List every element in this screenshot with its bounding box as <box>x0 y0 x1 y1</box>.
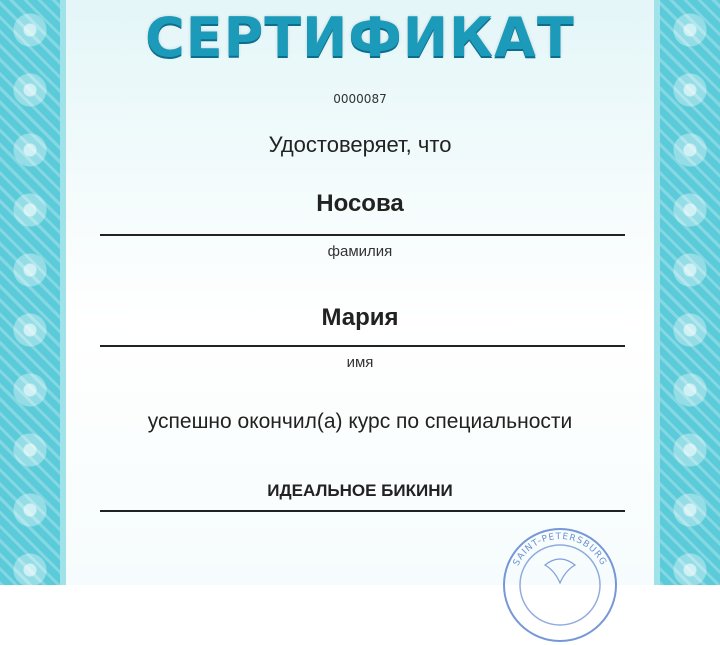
completed-course-text: успешно окончил(а) курс по специальности <box>147 410 573 433</box>
first-name-caption: имя <box>346 354 374 371</box>
surname-caption: фамилия <box>327 243 393 260</box>
certificate-number: 0000087 <box>333 92 387 106</box>
certificate-title: СЕРТИФИКАТ <box>145 6 575 69</box>
attests-text: Удостоверяет, что <box>268 132 452 157</box>
stamp-seal-icon <box>500 525 620 645</box>
specialty-underline <box>100 510 625 512</box>
surname-underline <box>100 234 625 236</box>
seal-text: SAINT-PETERSBURG <box>511 531 609 568</box>
first-name-underline <box>100 345 625 347</box>
specialty-value: ИДЕАЛЬНОЕ БИКИНИ <box>267 481 453 500</box>
surname-value: Носова <box>316 190 404 217</box>
first-name-value: Мария <box>321 304 399 331</box>
